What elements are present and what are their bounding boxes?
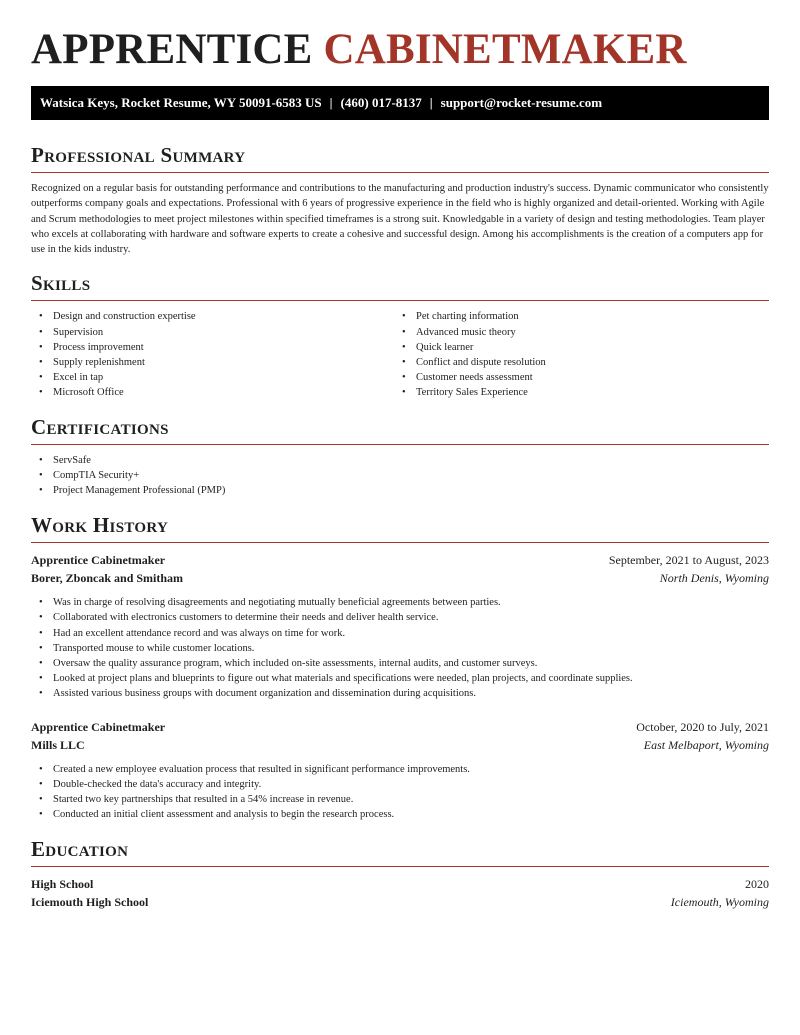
section-divider [31, 444, 769, 445]
skill-item: • Design and construction expertise [31, 309, 394, 324]
skills-section [31, 270, 769, 400]
job-bullet: • Was in charge of resolving disagreements and negotiating mutually beneficial agreements between parties. [31, 595, 769, 610]
skill-item: • Pet charting information [394, 309, 757, 324]
job-bullet: • Oversaw the quality assurance program, which included on-site assessments, internal audits, and customer surveys. [31, 656, 769, 671]
job-company: Borer, Zboncak and Smitham [31, 571, 184, 586]
contact-bar [31, 86, 769, 120]
section-divider [31, 172, 769, 173]
job-location: North Denis, Wyoming [659, 571, 769, 586]
section-divider [31, 300, 769, 301]
summary-section [31, 142, 769, 257]
job-title: Apprentice Cabinetmaker [31, 553, 166, 568]
education-location: Iciemouth, Wyoming [670, 895, 769, 910]
skill-item: • Excel in tap [31, 370, 394, 385]
education-entry [31, 875, 769, 911]
job-bullet: • Double-checked the data's accuracy and integrity. [31, 777, 769, 792]
education-subheader [31, 893, 769, 911]
section-heading-work-history: Work History [31, 513, 169, 538]
work-history-section [31, 512, 769, 822]
job-entry [31, 718, 769, 822]
certifications-section [31, 414, 769, 498]
skill-item: • Customer needs assessment [394, 370, 757, 385]
job-bullet: • Collaborated with electronics customers to determine their needs and deliver health service. [31, 610, 769, 625]
job-entry [31, 551, 769, 701]
education-school: Iciemouth High School [31, 895, 149, 910]
skills-list-left [31, 309, 394, 400]
job-title: Apprentice Cabinetmaker [31, 719, 166, 734]
summary-text: Recognized on a regular basis for outstanding performance and contributions to the manufacturing and production industry's success. Dynamic communicator who consistently outperforms company goals and expectations. Professional with 6 years of progressive experience in the field who is highly organized and detail-oriented. Working with Agile and Scrum methodologies to meet project milestones within specified timeframes is a strong suit. Knowledgable in a variety of design and testing methodologies. Team player who excels at collaborating with hardware and software experts to create a cohesive and successful design. Among his accomplishments is the creation of a computers app for use in the kids industry. [31, 183, 769, 256]
job-subheader [31, 736, 769, 754]
skill-item: • Supply replenishment [31, 355, 394, 370]
education-year: 2020 [745, 877, 769, 892]
resume-title [31, 26, 769, 74]
section-heading-certifications: Certifications [31, 415, 169, 440]
job-header [31, 551, 769, 569]
job-subheader [31, 569, 769, 587]
resume-page [31, 0, 769, 911]
skill-item: • Advanced music theory [394, 325, 757, 340]
skill-item: • Territory Sales Experience [394, 385, 757, 400]
job-bullet: • Looked at project plans and blueprints to figure out what materials and specifications were needed, plan projects, and coordinate supplies. [31, 671, 769, 686]
job-bullet: • Had an excellent attendance record and was always on time for work. [31, 626, 769, 641]
contact-separator: | [329, 95, 333, 110]
job-bullets [31, 595, 769, 701]
certifications-list [31, 453, 769, 498]
contact-phone: (460) 017-8137 [340, 95, 422, 110]
section-divider [31, 542, 769, 543]
skill-item: • Process improvement [31, 340, 394, 355]
education-header [31, 875, 769, 893]
job-header [31, 718, 769, 736]
section-heading-education: Education [31, 837, 129, 862]
section-heading-summary: Professional Summary [31, 143, 246, 167]
job-company: Mills LLC [31, 737, 85, 752]
job-dates: September, 2021 to August, 2023 [608, 553, 769, 568]
education-section [31, 836, 769, 911]
job-dates: October, 2020 to July, 2021 [636, 719, 769, 734]
job-bullets [31, 762, 769, 822]
section-divider [31, 866, 769, 867]
job-bullet: • Assisted various business groups with document organization and dissemination during acquisitions. [31, 686, 769, 701]
skill-item: • Quick learner [394, 340, 757, 355]
job-bullet: • Transported mouse to while customer locations. [31, 641, 769, 656]
job-bullet: • Started two key partnerships that resulted in a 54% increase in revenue. [31, 792, 769, 807]
title-part-1: APPRENTICE [31, 26, 313, 73]
contact-email[interactable]: support@rocket-resume.com [440, 95, 603, 110]
section-heading-skills: Skills [31, 271, 91, 296]
certification-item: • CompTIA Security+ [31, 468, 769, 483]
certification-item: • Project Management Professional (PMP) [31, 483, 769, 498]
contact-address: Watsica Keys, Rocket Resume, WY 50091-6583 US [40, 95, 322, 110]
skill-item: • Supervision [31, 325, 394, 340]
job-location: East Melbaport, Wyoming [643, 737, 769, 752]
job-bullet: • Conducted an initial client assessment and analysis to begin the research process. [31, 807, 769, 822]
certification-item: • ServSafe [31, 453, 769, 468]
skills-list-right [394, 309, 757, 400]
education-degree: High School [31, 877, 94, 892]
skill-item: • Microsoft Office [31, 385, 394, 400]
skills-columns [31, 309, 769, 400]
skill-item: • Conflict and dispute resolution [394, 355, 757, 370]
contact-separator: | [429, 95, 433, 110]
title-part-2: CABINETMAKER [323, 26, 687, 73]
job-bullet: • Created a new employee evaluation process that resulted in significant performance improvements. [31, 762, 769, 777]
